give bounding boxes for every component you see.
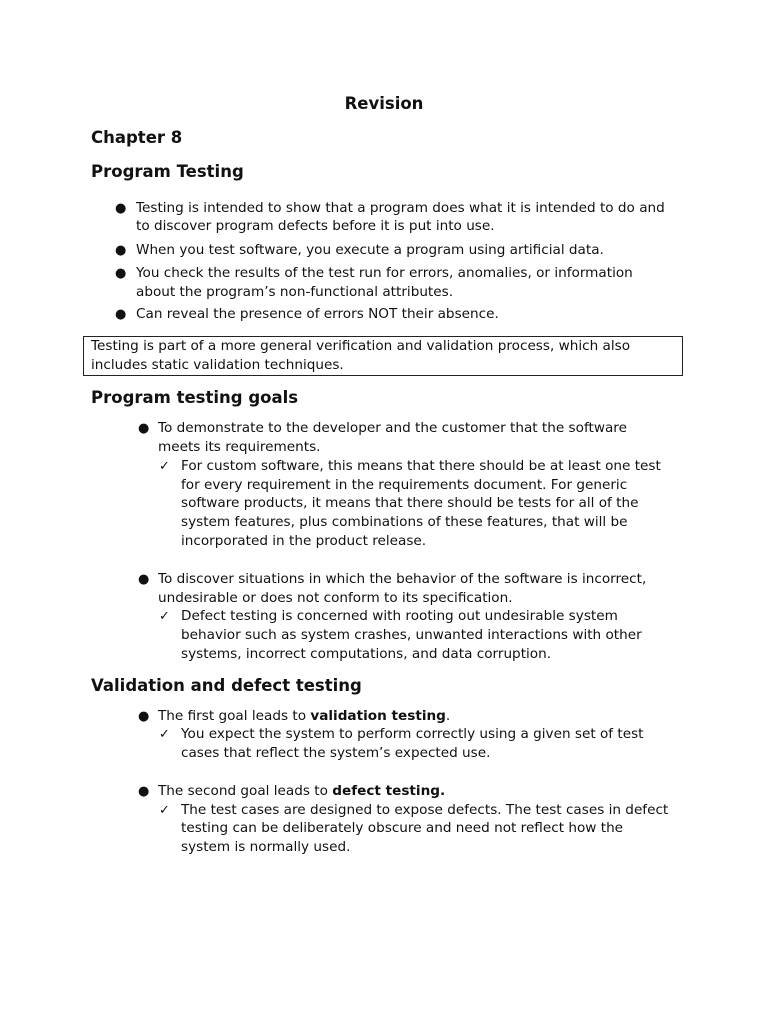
bullet-icon: ●	[138, 421, 150, 436]
checkmark-icon: ✓	[159, 459, 170, 474]
checkmark-icon: ✓	[159, 803, 170, 818]
sub-item-text: behavior such as system crashes, unwanted interactions with other	[181, 627, 642, 643]
chapter-heading: Chapter 8	[91, 128, 183, 147]
sub-item-text: software products, it means that there should be tests for all of the	[181, 495, 639, 511]
note-text: Testing is part of a more general verification and validation process, which also	[91, 338, 631, 354]
sub-item-text: You expect the system to perform correctly using a given set of test	[181, 726, 644, 742]
bullet-icon: ●	[115, 266, 127, 281]
program-testing-heading: Program Testing	[91, 162, 244, 181]
list-item-prefix: The second goal leads to	[158, 783, 333, 799]
list-item-text: Can reveal the presence of errors NOT their absence.	[136, 306, 499, 322]
list-item-text: undesirable or does not conform to its specification.	[158, 590, 513, 606]
note-text: includes static validation techniques.	[91, 357, 344, 373]
bullet-icon: ●	[138, 572, 150, 587]
list-item-text	[158, 707, 450, 726]
list-item-bold: validation testing	[310, 708, 446, 724]
testing-goals-heading: Program testing goals	[91, 388, 299, 407]
sub-item-text: system features, plus combinations of these features, that will be	[181, 514, 628, 530]
list-item-text: about the program’s non-functional attributes.	[136, 284, 454, 300]
bullet-icon: ●	[115, 307, 127, 322]
list-item-prefix: The first goal leads to	[158, 708, 311, 724]
sub-item-text: For custom software, this means that there should be at least one test	[181, 458, 661, 474]
list-item-suffix: .	[445, 708, 451, 724]
list-item-text: When you test software, you execute a program using artificial data.	[136, 242, 604, 258]
bullet-icon: ●	[115, 201, 127, 216]
bullet-icon: ●	[115, 243, 127, 258]
bullet-icon: ●	[138, 709, 150, 724]
sub-item-text: systems, incorrect computations, and data corruption.	[181, 646, 552, 662]
sub-item-text: testing can be deliberately obscure and need not reflect how the	[181, 820, 624, 836]
validation-defect-heading: Validation and defect testing	[91, 676, 362, 695]
sub-item-text: Defect testing is concerned with rooting out undesirable system	[181, 608, 618, 624]
checkmark-icon: ✓	[159, 727, 170, 742]
list-item-text: To demonstrate to the developer and the customer that the software	[158, 420, 627, 436]
sub-item-text: incorporated in the product release.	[181, 533, 427, 549]
checkmark-icon: ✓	[159, 609, 170, 624]
list-item-text: Testing is intended to show that a program does what it is intended to do and	[136, 200, 665, 216]
list-item-text: To discover situations in which the behavior of the software is incorrect,	[158, 571, 647, 587]
list-item-text: You check the results of the test run for errors, anomalies, or information	[136, 265, 633, 281]
sub-item-text: cases that reflect the system’s expected use.	[181, 745, 491, 761]
bullet-icon: ●	[138, 784, 150, 799]
list-item-text: to discover program defects before it is put into use.	[136, 218, 495, 234]
sub-item-text: The test cases are designed to expose defects. The test cases in defect	[181, 802, 669, 818]
list-item-text: meets its requirements.	[158, 439, 321, 455]
list-item-bold: defect testing.	[332, 783, 446, 799]
document-title: Revision	[344, 94, 424, 113]
sub-item-text: system is normally used.	[181, 839, 351, 855]
list-item-text	[158, 782, 445, 801]
sub-item-text: for every requirement in the requirements document. For generic	[181, 477, 628, 493]
